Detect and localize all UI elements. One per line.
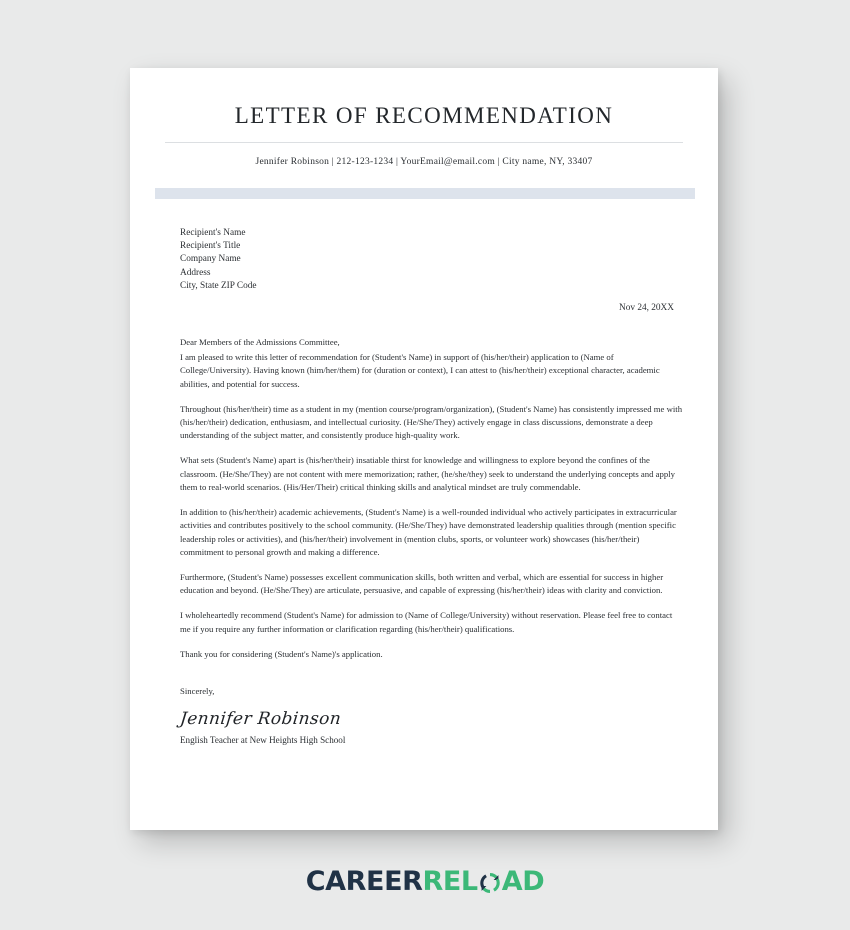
recipient-block (180, 227, 685, 293)
contact-line: Jennifer Robinson | 212-123-1234 | YourEmail@email.com | City name, NY, 33407 (255, 157, 593, 167)
salutation: Dear Members of the Admissions Committee, (180, 336, 340, 347)
document-page (130, 68, 718, 830)
reload-icon (478, 871, 502, 895)
letter-paragraph: Throughout (his/her/their) time as a student in my (mention course/program/organization), (Student's Name) has consistently impressed me with (his/her/their) dedication, enthusiasm, and intellectual curiosity. (He/She/They) actively engage in class discussions, demonstrate a deep understanding of the subject matter, and consistently produce high-quality work. (180, 403, 683, 441)
logo-text-career: CAREER (305, 866, 423, 897)
letter-paragraph: I am pleased to write this letter of recommendation for (Student's Name) in support of (his/her/their) application to (Name of College/University). Having known (him/her/them) for (duration or context), I can attest to (his/her/their) exceptional character, academic abilities, and potential for success. (180, 352, 660, 389)
signature-title: English Teacher at New Heights High School (180, 735, 346, 746)
accent-bar (155, 188, 695, 199)
signature: Jennifer Robinson (178, 709, 343, 730)
letter-paragraphs (180, 349, 685, 661)
page-title: LETTER OF RECOMMENDATION (234, 103, 614, 128)
letter-paragraph: Thank you for considering (Student's Name)'s application. (180, 648, 383, 659)
logo-text-ad: AD (501, 866, 545, 897)
letter-body (130, 227, 718, 745)
recipient-address: Address (180, 267, 211, 278)
letter-paragraph: In addition to (his/her/their) academic achievements, (Student's Name) is a well-rounded individual who actively participates in extracurricular activities and contributes positively to the school community. (He/She/They) have demonstrated leadership qualities through (mention specific leadership roles or activities), and (his/her/their) involvement in (mention clubs, sports, or volunteer work) showcases (his/her/their) commitment to personal growth and making a difference. (180, 507, 677, 557)
logo-text-rel: REL (422, 866, 478, 897)
letter-paragraph: What sets (Student's Name) apart is (his/her/their) insatiable thirst for knowledge and willingness to explore beyond the confines of the classroom. (He/She/They) are not content with mere memorization; rather, (he/she/they) seek to understand the underlying concepts and apply them to real-world scenarios. (His/Her/Their) critical thinking skills and analytical mindset are truly commendable. (180, 455, 675, 492)
letter-paragraph: I wholeheartedly recommend (Student's Name) for admission to (Name of College/University) without reservation. Please feel free to contact me if you require any further information or clarification regarding (his/her/their) qualifications. (180, 610, 673, 634)
recipient-name: Recipient's Name (180, 228, 246, 238)
recipient-company: Company Name (180, 254, 241, 265)
closing-word: Sincerely, (180, 686, 215, 697)
letter-paragraph: Furthermore, (Student's Name) possesses excellent communication skills, both written and verbal, which are essential for success in higher education and beyond. (He/She/They) are articulate, persuasive, and capable of expressing (his/her/their) ideas with clarity and conviction. (180, 572, 664, 596)
recipient-title: Recipient's Title (180, 241, 241, 252)
careerreload-logo (0, 868, 850, 895)
title-divider (165, 142, 683, 143)
letter-date: Nov 24, 20XX (618, 302, 674, 313)
recipient-city-state-zip: City, State ZIP Code (180, 280, 257, 291)
